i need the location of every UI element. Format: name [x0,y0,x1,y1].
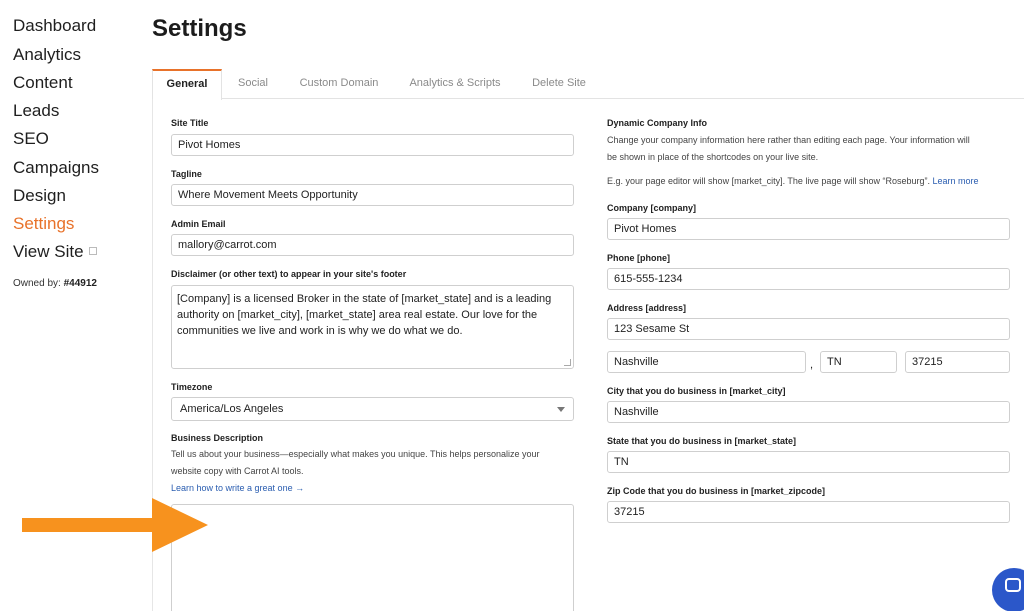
market-state-input[interactable]: TN [607,451,1010,473]
sidebar-item-content[interactable]: Content [13,73,73,92]
sidebar-item-settings[interactable]: Settings [13,214,75,233]
business-description-label: Business Description [171,433,264,443]
market-city-input[interactable]: Nashville [607,401,1010,423]
business-description-textarea[interactable] [171,504,574,611]
sidebar-item-design[interactable]: Design [13,186,66,205]
sidebar-item-dashboard[interactable]: Dashboard [13,16,97,35]
settings-tabs [152,69,1024,99]
company-label: Company [company] [607,203,697,213]
phone-input[interactable]: 615-555-1234 [607,268,1010,290]
chat-icon [1005,578,1021,592]
chat-button[interactable] [992,568,1024,611]
city-input[interactable]: Nashville [607,351,806,373]
site-title-label: Site Title [171,118,209,128]
zip-input[interactable]: 37215 [905,351,1010,373]
owned-by-label: Owned by: [13,278,61,289]
owned-by [13,278,97,289]
owned-by-value: #44912 [63,278,97,289]
disclaimer-textarea[interactable] [171,285,574,369]
external-link-icon [89,247,97,255]
settings-panel [152,99,1024,611]
admin-email-input[interactable]: mallory@carrot.com [171,234,574,256]
page-title: Settings [152,15,247,42]
site-title-input[interactable]: Pivot Homes [171,134,574,156]
dynamic-info-description [607,132,1017,166]
sidebar-item-view-site[interactable] [13,242,97,262]
tab-social[interactable]: Social [238,77,268,89]
sidebar-item-campaigns[interactable]: Campaigns [13,158,99,177]
write-great-one-link[interactable]: Learn how to write a great one → [171,483,305,493]
resize-handle[interactable] [564,359,571,366]
address-comma: , [810,359,814,371]
company-input[interactable]: Pivot Homes [607,218,1010,240]
business-description-help-line1: Tell us about your business—especially what makes you unique. This helps personalize your [171,449,540,459]
phone-label: Phone [phone] [607,253,670,263]
disclaimer-label: Disclaimer (or other text) to appear in your site's footer [171,269,407,279]
dynamic-info-title: Dynamic Company Info [607,118,708,128]
market-zipcode-input[interactable]: 37215 [607,501,1010,523]
sidebar-item-analytics[interactable]: Analytics [13,45,82,64]
disclaimer-text: [Company] is a licensed Broker in the state of [market_state] and is a leading authority on [market_city], [market_state] area real estate. Our love for the communities we live and work in is why we do what we do. [177,293,552,337]
tab-general[interactable]: General [152,69,222,100]
timezone-select[interactable] [171,397,574,421]
tagline-input[interactable]: Where Movement Meets Opportunity [171,184,574,206]
sidebar-item-label: View Site [13,242,84,261]
sidebar-item-leads[interactable]: Leads [13,101,60,120]
business-description-help [171,446,581,497]
dynamic-info-desc-line2: be shown in place of the shortcodes on your live site. [607,152,819,162]
state-input[interactable]: TN [820,351,897,373]
dynamic-info-example-text: E.g. your page editor will show [market_city]. The live page will show “Roseburg”. [607,176,930,186]
tagline-label: Tagline [171,169,202,179]
market-city-label: City that you do business in [market_city] [607,386,786,396]
annotation-arrow-icon [22,494,212,556]
market-state-label: State that you do business in [market_state] [607,436,797,446]
chevron-down-icon [557,407,565,412]
tab-delete-site[interactable]: Delete Site [532,77,586,89]
tab-custom-domain[interactable]: Custom Domain [299,77,379,89]
sidebar-item-seo[interactable]: SEO [13,129,49,148]
dynamic-info-example [607,173,1022,190]
market-zipcode-label: Zip Code that you do business in [market_zipcode] [607,486,826,496]
timezone-label: Timezone [171,382,213,392]
dynamic-info-desc-line1: Change your company information here rather than editing each page. Your information will [607,135,970,145]
address-input[interactable]: 123 Sesame St [607,318,1010,340]
learn-more-link[interactable]: Learn more [932,176,979,186]
address-label: Address [address] [607,303,687,313]
admin-email-label: Admin Email [171,219,226,229]
business-description-help-line2: website copy with Carrot AI tools. [171,466,304,476]
tab-analytics-scripts[interactable]: Analytics & Scripts [409,77,501,89]
timezone-value: America/Los Angeles [180,403,284,415]
